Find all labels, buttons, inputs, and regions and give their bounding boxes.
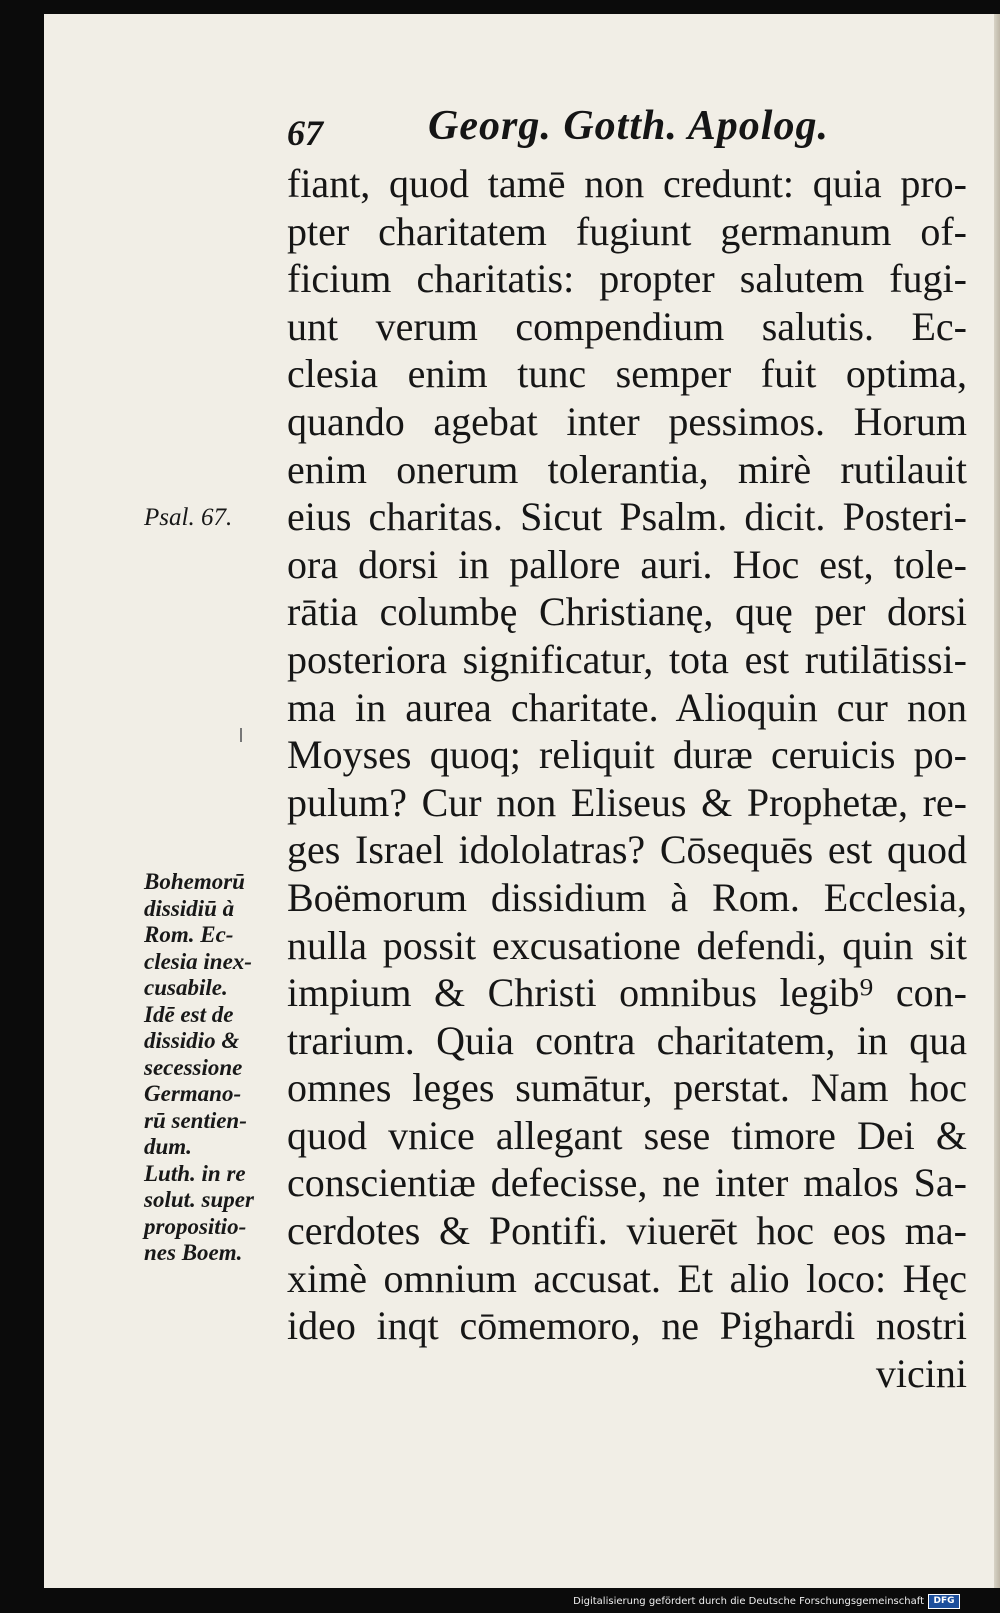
credit-text: Digitalisierung gefördert durch die Deutsche Forschungsgemeinschaft — [573, 1595, 924, 1607]
marginal-note-line: cusabile. — [144, 975, 228, 1000]
marginal-note-line: Luth. in re — [144, 1160, 246, 1186]
text-line: rātia columbę Christianę, quę per dorsi — [287, 589, 967, 635]
text-line: ma in aurea charitate. Alioquin cur non — [287, 684, 967, 730]
marginal-note-line: secessione — [144, 1054, 243, 1080]
marginal-psalm-reference: Psal. 67. — [144, 504, 233, 531]
running-title: Georg. Gotth. Apolog. — [428, 103, 829, 149]
marginal-note-line: clesia inex- — [144, 948, 252, 974]
page-edge — [994, 14, 1000, 1588]
text-line: unt verum compendium salutis. Ec- — [287, 303, 967, 349]
dfg-logo-icon: DFG — [928, 1594, 960, 1609]
text-line: quod vnice allegant sese timore Dei & — [287, 1112, 967, 1158]
page-number: 67 — [287, 113, 323, 153]
text-line: clesia enim tunc semper fuit optima, — [287, 351, 967, 397]
marginal-note-line: solut. super — [144, 1187, 254, 1212]
marginal-note-line: Rom. Ec- — [144, 922, 234, 947]
marginal-note-line: propositio- — [144, 1213, 247, 1239]
text-line: quando agebat inter pessimos. Horum — [287, 398, 967, 444]
text-line: ora dorsi in pallore auri. Hoc est, tole- — [287, 541, 967, 587]
text-line: impium & Christi omnibus legib⁹ con- — [287, 970, 967, 1016]
text-line: fiant, quod tamē non credunt: quia pro- — [287, 161, 967, 206]
marginal-note-line: rū sentien- — [144, 1107, 247, 1133]
text-line: omnes leges sumātur, perstat. Nam hoc — [287, 1065, 967, 1111]
digitization-credit — [573, 1593, 960, 1609]
text-line: cerdotes & Pontifi. viuerēt hoc eos ma- — [287, 1208, 967, 1254]
marginal-tick-mark — [240, 728, 242, 742]
book-page — [44, 14, 1000, 1588]
text-line: ficium charitatis: propter salutem fugi- — [287, 256, 967, 302]
marginal-note-line: nes Boem. — [144, 1240, 243, 1265]
marginal-note — [144, 869, 254, 1267]
marginal-note-line: Idē est de — [144, 1001, 234, 1027]
text-line: Moyses quoq; reliquit duræ ceruicis po- — [287, 732, 967, 778]
text-line: enim onerum tolerantia, mirè rutilauit — [287, 446, 967, 492]
running-header — [44, 102, 1000, 162]
text-line: trarium. Quia contra charitatem, in qua — [287, 1017, 967, 1063]
text-line: pulum? Cur non Eliseus & Prophetæ, re- — [287, 779, 967, 825]
text-line: ideo inqt cōmemoro, ne Pighardi nostri — [287, 1303, 967, 1349]
text-line: Boëmorum dissidium à Rom. Ecclesia, — [287, 874, 967, 920]
text-line: ximè omnium accusat. Et alio loco: Hęc — [287, 1255, 967, 1301]
text-line: pter charitatem fugiunt germanum of- — [287, 208, 967, 254]
text-line: conscientiæ defecisse, ne inter malos Sa- — [287, 1160, 967, 1206]
marginal-note-line: dissidio & — [144, 1028, 240, 1053]
catchword: vicini — [875, 1350, 967, 1396]
marginal-note-line: dissidiū à — [144, 895, 235, 921]
text-line: posteriora significatur, tota est rutilātissi- — [287, 636, 967, 682]
marginal-note-line: Germano- — [144, 1081, 242, 1106]
text-line: eius charitas. Sicut Psalm. dicit. Posteri- — [287, 494, 967, 540]
marginal-note-line: dum. — [144, 1134, 192, 1159]
text-line: ges Israel idololatras? Cōsequēs est quod — [287, 827, 967, 873]
body-text — [287, 160, 967, 1397]
marginal-note-line: Bohemorū — [144, 869, 245, 894]
text-line: nulla possit excusatione defendi, quin sit — [287, 922, 967, 968]
